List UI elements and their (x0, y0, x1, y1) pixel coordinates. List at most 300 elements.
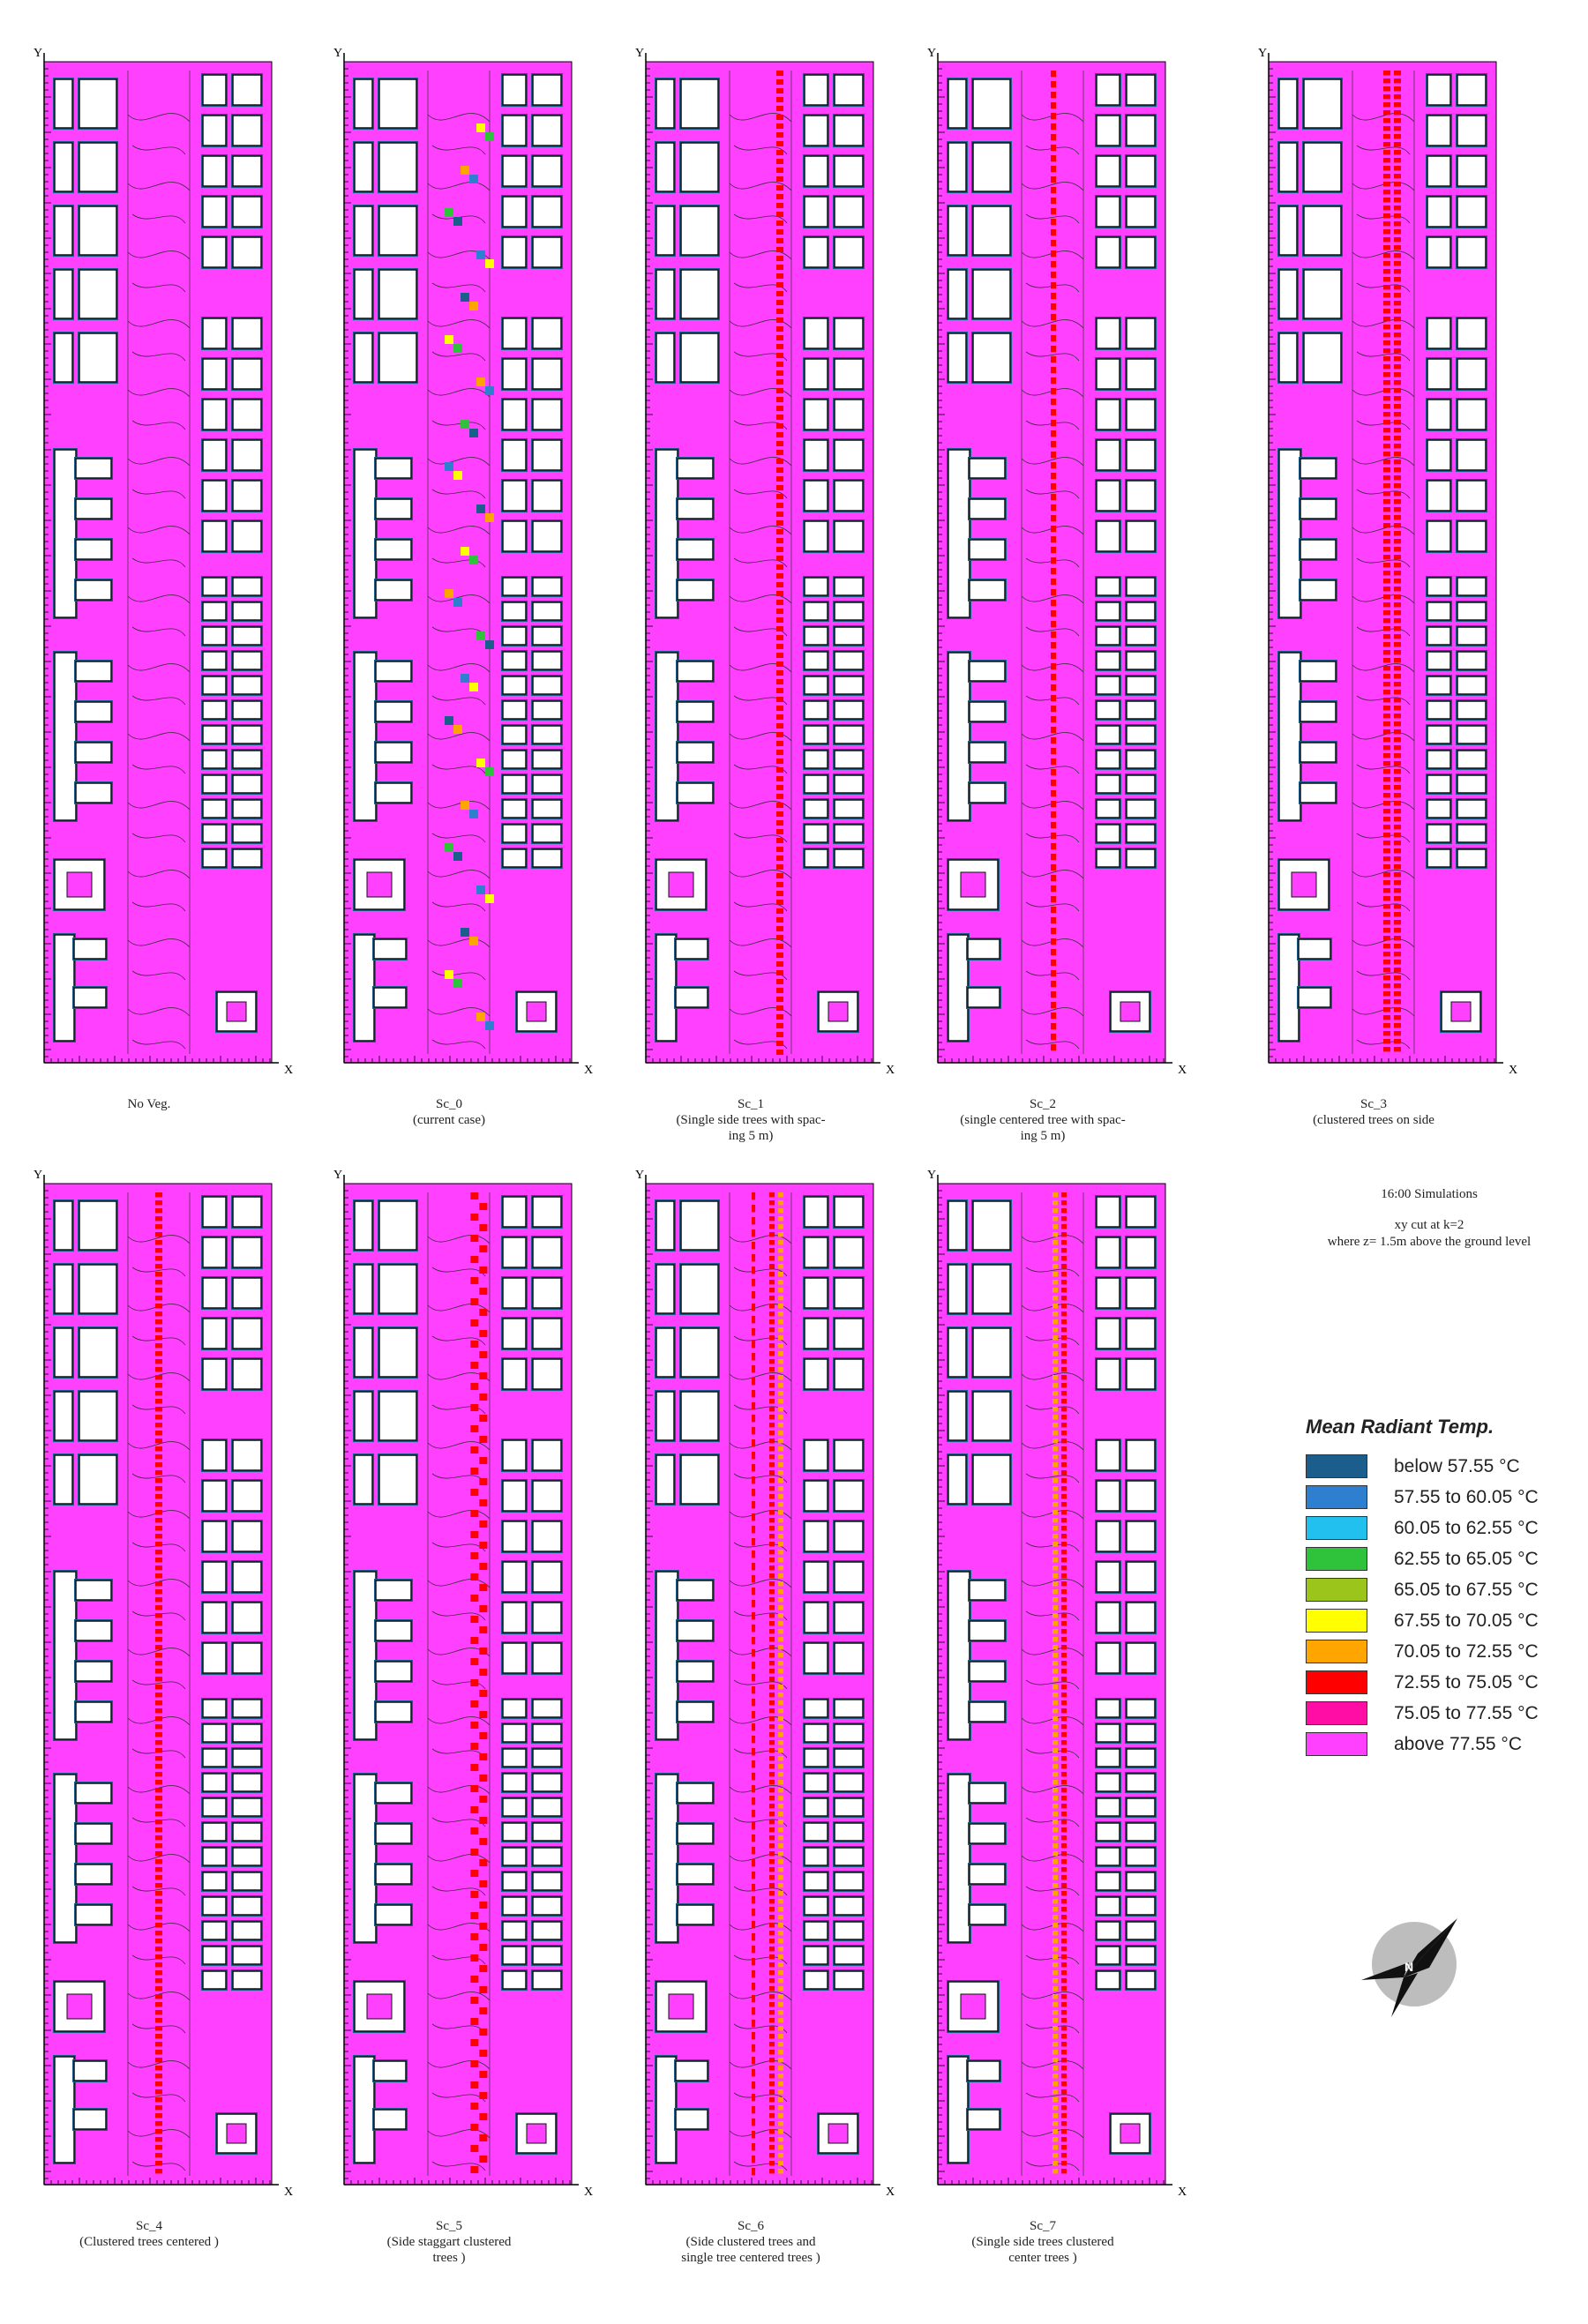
sc5-tree-mark (470, 1573, 478, 1580)
sc4-tree-mark (155, 2145, 162, 2149)
sc6-tree-mark (778, 2058, 783, 2062)
sc5-tree-mark (470, 1425, 478, 1432)
sc4-tree-mark (155, 1629, 162, 1633)
sc6-tree-mark (778, 1192, 783, 1197)
sc6-tree-mark (778, 1494, 783, 1498)
sc3-tree-mark (1383, 928, 1390, 932)
sc3-tree-mark (1383, 475, 1390, 480)
sc7-tree-mark (1052, 1843, 1058, 1848)
sc3-tree-mark (1394, 968, 1401, 972)
sc7-tree-mark (1061, 1708, 1067, 1713)
sc0-tree-mark (445, 462, 453, 471)
sc6-tree-mark (769, 1486, 775, 1491)
sc6-tree-mark (769, 1740, 775, 1745)
sc6-tree-mark (778, 2034, 783, 2038)
sc3-tree-mark (1383, 325, 1390, 329)
sc0-tree-mark (461, 420, 469, 429)
sc6-tree-mark (752, 1983, 755, 1990)
sc6-tree-mark (769, 1550, 775, 1554)
sc1-tree-mark (776, 150, 783, 155)
legend-swatch (1306, 1485, 1367, 1509)
sc6-tree-mark (769, 1685, 775, 1689)
sc1-tree-mark (776, 679, 783, 684)
sc5-tree-mark (479, 1711, 487, 1718)
sc7-tree-mark (1052, 2026, 1058, 2030)
sc6-tree-mark (769, 1351, 775, 1356)
sc4-tree-mark (155, 2050, 162, 2054)
sc3-tree-mark (1394, 809, 1401, 813)
sc4-tree-mark (155, 1288, 162, 1292)
sc7-tree-mark (1052, 1883, 1058, 1887)
sc7-tree-mark (1061, 1335, 1067, 1340)
sc0-tree-mark (445, 716, 453, 725)
sc7-tree-mark (1061, 1248, 1067, 1252)
sc7-tree-mark (1052, 2081, 1058, 2086)
map-sc1 (635, 47, 895, 1077)
sc6-tree-mark (752, 1242, 755, 1249)
sc6-tree-mark (778, 1994, 783, 1999)
sc6-tree-mark (778, 1296, 783, 1300)
sc5-tree-mark (470, 1997, 478, 2004)
sc2-tree-mark (1051, 176, 1056, 183)
sc3-tree-mark (1383, 86, 1390, 91)
sc6-tree-mark (769, 1216, 775, 1221)
sc5-tree-mark (479, 1902, 487, 1909)
legend-swatch (1306, 1609, 1367, 1633)
sc7-tree-mark (1061, 1431, 1067, 1435)
sc4-tree-mark (155, 1843, 162, 1848)
sc6-tree-mark (778, 1796, 783, 1800)
sc3-tree-mark (1383, 833, 1390, 837)
sc4-tree-mark (155, 1272, 162, 1276)
sc6-tree-mark (769, 1391, 775, 1395)
sc2-tree-mark (1051, 737, 1056, 744)
sc2-tree-mark (1051, 155, 1056, 161)
sc5-tree-mark (479, 1436, 487, 1443)
sc7-tree-mark (1061, 1288, 1067, 1292)
sc6-tree-mark (769, 1756, 775, 1760)
sc3-tree-mark (1394, 253, 1401, 258)
sc6-tree-mark (769, 1661, 775, 1665)
sc5-tree-mark (470, 1489, 478, 1496)
sc6-tree-mark (769, 1224, 775, 1229)
sc6-tree-mark (778, 2097, 783, 2102)
sc6-tree-mark (778, 2089, 783, 2094)
sc7-tree-mark (1052, 1764, 1058, 1768)
sc3-tree-mark (1383, 261, 1390, 265)
sc3-tree-mark (1383, 729, 1390, 734)
sc7-tree-mark (1061, 1748, 1067, 1752)
sc3-tree-mark (1394, 960, 1401, 964)
sc7-tree-mark (1061, 1669, 1067, 1673)
sc3-tree-mark (1394, 1031, 1401, 1035)
sc2-tree-mark (1051, 430, 1056, 437)
sc0-tree-mark (461, 293, 469, 302)
sc7-tree-mark (1052, 1875, 1058, 1879)
sc2-tree-mark (1051, 822, 1056, 828)
sc3-tree-mark (1383, 904, 1390, 908)
sc2-tree-mark (1051, 272, 1056, 278)
sc6-tree-mark (752, 1711, 755, 1718)
sc5-tree-mark (470, 1806, 478, 1813)
sc3-tree-mark (1383, 666, 1390, 670)
sc5-tree-mark (479, 1351, 487, 1358)
sc7-tree-mark (1052, 1581, 1058, 1586)
sc7-tree-mark (1052, 2097, 1058, 2102)
sc1-tree-mark (776, 688, 783, 693)
sc1-tree-mark (776, 432, 783, 437)
sc6-tree-mark (752, 1723, 755, 1730)
sc7-tree-mark (1061, 1224, 1067, 1229)
sc2-x-axis-label: X (1178, 1064, 1187, 1077)
sc7-tree-mark (1052, 1415, 1058, 1419)
sc7-tree-mark (1052, 1804, 1058, 1808)
sc5-tree-mark (479, 2092, 487, 2099)
sc6-tree-mark (778, 1732, 783, 1737)
sc1-tree-mark (776, 123, 783, 129)
sc7-tree-mark (1052, 1534, 1058, 1538)
sc6-tree-mark (769, 2153, 775, 2157)
sc5-tree-mark (479, 1923, 487, 1930)
sc1-tree-mark (776, 379, 783, 385)
sc4-tree-mark (155, 1581, 162, 1586)
legend-label: 72.55 to 75.05 °C (1394, 1671, 1539, 1693)
sc7-tree-mark (1052, 1510, 1058, 1514)
sc6-tree-mark (769, 1494, 775, 1498)
sc6-tree-mark (752, 1921, 755, 1928)
panel-sc3 (1258, 47, 1518, 1077)
sc6-tree-mark (778, 2018, 783, 2022)
sc2-tree-mark (1051, 229, 1056, 235)
sc7-tree-mark (1052, 2169, 1058, 2173)
sc6-tree-mark (778, 1550, 783, 1554)
sc2-tree-mark (1051, 610, 1056, 616)
sc3-tree-mark (1394, 682, 1401, 686)
sc6-tree-mark (769, 1629, 775, 1633)
sc7-tree-mark (1061, 2105, 1067, 2110)
sc6-tree-mark (752, 1909, 755, 1916)
sc1-tree-mark (776, 582, 783, 587)
sc7-tree-mark (1052, 1812, 1058, 1816)
north-label: N (1404, 1960, 1414, 1974)
sc2-tree-mark (1051, 970, 1056, 976)
sc6-tree-mark (778, 1224, 783, 1229)
sc3-tree-mark (1394, 594, 1401, 599)
sc6-tree-mark (769, 1645, 775, 1649)
sc6-tree-mark (769, 1573, 775, 1578)
sc1-tree-mark (776, 653, 783, 658)
sc4-tree-mark (155, 1796, 162, 1800)
map-sc6 (635, 1169, 895, 2199)
sc3-tree-mark (1383, 944, 1390, 948)
legend-label: above 77.55 °C (1394, 1733, 1523, 1754)
legend-swatch (1306, 1640, 1367, 1663)
sc5-tree-mark (470, 1722, 478, 1729)
sc6-tree-mark (778, 1708, 783, 1713)
sc0-tree-mark (485, 386, 494, 395)
sc7-tree-mark (1061, 1939, 1067, 1943)
sc7-tree-mark (1052, 1383, 1058, 1387)
sc1-tree-mark (776, 229, 783, 235)
sc7-tree-mark (1052, 1573, 1058, 1578)
sc5-tree-mark (470, 1976, 478, 1983)
sc3-tree-mark (1394, 420, 1401, 424)
sc6-tree-mark (778, 2074, 783, 2078)
simulation-time: 16:00 Simulations (1381, 1187, 1478, 1201)
sc3-tree-mark (1383, 626, 1390, 631)
sc3-tree-mark (1383, 142, 1390, 146)
sc3-tree-mark (1394, 110, 1401, 115)
sc5-tree-mark (479, 1605, 487, 1612)
sc2-tree-mark (1051, 568, 1056, 574)
sc1-tree-mark (776, 794, 783, 799)
sc3-tree-mark (1394, 436, 1401, 440)
sc7-tree-mark (1061, 2034, 1067, 2038)
sc6-tree-mark (752, 1674, 755, 1681)
sc7-tree-mark (1061, 2121, 1067, 2126)
sc7-tree-mark (1052, 1502, 1058, 1506)
sc1-tree-mark (776, 79, 783, 85)
sc6-tree-mark (752, 1489, 755, 1496)
sc6-tree-mark (778, 1812, 783, 1816)
sc6-tree-mark (769, 1446, 775, 1451)
sc1-tree-mark (776, 71, 783, 76)
sc7-tree-mark (1052, 1438, 1058, 1443)
sc6-tree-mark (769, 1693, 775, 1697)
sc3-tree-mark (1383, 507, 1390, 512)
sc2-tree-mark (1051, 960, 1056, 966)
sc6-tree-mark (778, 1724, 783, 1729)
sc4-tree-mark (155, 1304, 162, 1308)
sc7-tree-mark (1061, 1438, 1067, 1443)
sc1-tree-mark (776, 388, 783, 393)
sc0-tree-mark (476, 886, 485, 894)
sc7-tree-mark (1052, 1724, 1058, 1729)
sc7-tree-mark (1061, 1986, 1067, 1991)
sc3-tree-mark (1394, 356, 1401, 361)
sc2-tree-mark (1051, 409, 1056, 415)
sc6-tree-mark (778, 1391, 783, 1395)
sc5-tree-mark (470, 1679, 478, 1686)
sc3-tree-mark (1383, 587, 1390, 591)
legend-swatch (1306, 1732, 1367, 1756)
sc4-tree-mark (155, 1780, 162, 1784)
sc1-tree-mark (776, 741, 783, 746)
sc2-tree-mark (1051, 949, 1056, 955)
sc2-tree-mark (1051, 441, 1056, 447)
sc2-tree-mark (1051, 833, 1056, 839)
sc6-tree-mark (778, 1208, 783, 1213)
sc1-tree-mark (776, 362, 783, 367)
sc7-tree-mark (1061, 1518, 1067, 1522)
sc6-tree-mark (769, 1542, 775, 1546)
sc4-tree-mark (155, 1518, 162, 1522)
sc6-tree-mark (778, 1502, 783, 1506)
sc7-tree-mark (1052, 1327, 1058, 1332)
sc5-tree-mark (479, 1267, 487, 1274)
sc1-tree-mark (776, 926, 783, 931)
sc2-tree-mark (1051, 346, 1056, 352)
sc0-tree-mark (476, 123, 485, 132)
sc7-tree-mark (1061, 1923, 1067, 1927)
sc7-tree-mark (1052, 1740, 1058, 1745)
sc6-tree-mark (752, 2032, 755, 2039)
sc6-tree-mark (752, 1785, 755, 1792)
sc4-tree-mark (155, 2010, 162, 2014)
sc6-tree-mark (778, 1605, 783, 1610)
sc1-tree-mark (776, 1014, 783, 1020)
sc3-tree-mark (1383, 94, 1390, 99)
sc7-tree-mark (1061, 1970, 1067, 1975)
sc3-tree-mark (1383, 491, 1390, 496)
sc4-tree-mark (155, 1677, 162, 1681)
sc6-tree-mark (752, 1600, 755, 1607)
sc7-tree-mark (1061, 1843, 1067, 1848)
sc3-tree-mark (1383, 706, 1390, 710)
sc7-tree-mark (1061, 1978, 1067, 1983)
sc6-tree-mark (769, 1613, 775, 1618)
sc1-tree-mark (776, 882, 783, 887)
sc7-tree-mark (1061, 1573, 1067, 1578)
sc6-tree-mark (769, 1899, 775, 1903)
sc1-x-axis-label: X (886, 1064, 895, 1077)
sc2-tree-mark (1051, 483, 1056, 489)
sc6-tree-mark (778, 1907, 783, 1911)
sc3-tree-mark (1383, 690, 1390, 694)
sc2-tree-mark (1051, 1023, 1056, 1029)
sc5-tree-mark (479, 1796, 487, 1803)
sc1-tree-mark (776, 829, 783, 834)
sc0-tree-mark (453, 471, 462, 480)
sc3-tree-mark (1383, 118, 1390, 123)
sc0-tree-mark (453, 979, 462, 988)
sc6-tree-mark (778, 2026, 783, 2030)
sc1-tree-mark (776, 547, 783, 552)
sc6-tree-mark (778, 2010, 783, 2014)
sc7-tree-mark (1052, 1494, 1058, 1498)
sc4-tree-mark (155, 1891, 162, 1895)
sc1-tree-mark (776, 856, 783, 861)
sc1-tree-mark (776, 476, 783, 482)
sc7-tree-mark (1061, 1693, 1067, 1697)
sc3-tree-mark (1394, 325, 1401, 329)
sc3-tree-mark (1383, 618, 1390, 623)
sc2-tree-mark (1051, 600, 1056, 606)
sc4-tree-mark (155, 1550, 162, 1554)
sc7-tree-mark (1061, 1256, 1067, 1260)
sc3-tree-mark (1394, 523, 1401, 527)
sc2-tree-mark (1051, 547, 1056, 553)
sc3-tree-mark (1394, 769, 1401, 773)
sc4-tree-mark (155, 2089, 162, 2094)
sc3-tree-mark (1394, 952, 1401, 956)
sc6-tree-mark (769, 1438, 775, 1443)
sc1-tree-mark (776, 714, 783, 720)
sc6-tree-mark (778, 1343, 783, 1348)
sc2-tree-mark (1051, 621, 1056, 627)
legend-item (1306, 1605, 1570, 1636)
sc7-tree-mark (1061, 1566, 1067, 1570)
sc7-tree-mark (1052, 1716, 1058, 1721)
sc2-tree-mark (1051, 1044, 1056, 1050)
sc6-tree-mark (752, 1995, 755, 2002)
sc3-tree-mark (1394, 666, 1401, 670)
sc7-tree-mark (1061, 1589, 1067, 1594)
sc6-tree-mark (769, 1375, 775, 1379)
sc3-tree-mark (1394, 714, 1401, 718)
sc3-tree-mark (1383, 888, 1390, 893)
sc3-tree-mark (1394, 475, 1401, 480)
sc7-tree-mark (1052, 2050, 1058, 2054)
sc6-tree-mark (778, 1510, 783, 1514)
sc5-tree-mark (470, 1319, 478, 1326)
sc6-tree-mark (769, 1502, 775, 1506)
sc5-tree-mark (470, 1214, 478, 1221)
legend-label: 60.05 to 62.55 °C (1394, 1517, 1539, 1538)
sc3-tree-mark (1383, 793, 1390, 797)
sc1-tree-mark (776, 300, 783, 305)
sc1-tree-mark (776, 785, 783, 790)
sc4-tree-mark (155, 1526, 162, 1530)
sc7-tree-mark (1052, 1939, 1058, 1943)
sc7-tree-mark (1052, 1367, 1058, 1371)
sc6-tree-mark (778, 1304, 783, 1308)
sc1-tree-mark (776, 1041, 783, 1046)
sc6-tree-mark (778, 1947, 783, 1951)
sc7-tree-mark (1061, 2018, 1067, 2022)
sc6-tree-mark (752, 1933, 755, 1940)
sc1-tree-mark (776, 88, 783, 93)
sc4-tree-mark (155, 1613, 162, 1618)
sc3-tree-mark (1383, 634, 1390, 639)
sc1-tree-mark (776, 670, 783, 676)
sc6-tree-mark (752, 1526, 755, 1533)
sc7-tree-mark (1061, 1597, 1067, 1602)
sc4-tree-mark (155, 1534, 162, 1538)
sc7-tree-mark (1061, 1962, 1067, 1967)
sc5-tree-mark (470, 2103, 478, 2110)
sc7-tree-mark (1061, 1653, 1067, 1657)
panel-sc6 (635, 1169, 895, 2199)
simulation-note (1288, 1186, 1570, 1251)
sc4-tree-mark (155, 1423, 162, 1427)
sc4-tree-mark (155, 2018, 162, 2022)
legend-label: below 57.55 °C (1394, 1455, 1520, 1476)
sc4-tree-mark (155, 1240, 162, 1244)
sc6-tree-mark (752, 1402, 755, 1409)
sc2-tree-mark (1051, 642, 1056, 648)
sc2-tree-mark (1051, 748, 1056, 754)
sc3-tree-mark (1394, 452, 1401, 456)
sc7-tree-mark (1052, 1661, 1058, 1665)
sc4-tree-mark (155, 1835, 162, 1840)
sc7-tree-mark (1061, 1272, 1067, 1276)
sc7-tree-mark (1061, 1772, 1067, 1776)
sc2-tree-mark (1051, 579, 1056, 585)
sc7-tree-mark (1061, 2010, 1067, 2014)
sc3-tree-mark (1394, 698, 1401, 702)
sc6-tree-mark (778, 1700, 783, 1705)
sc0-tree-mark (476, 758, 485, 767)
sc6-tree-mark (769, 1240, 775, 1244)
sc3-tree-mark (1383, 253, 1390, 258)
sc3-tree-mark (1394, 205, 1401, 210)
sc3-tree-mark (1394, 936, 1401, 940)
sc2-tree-mark (1051, 663, 1056, 669)
sc3-tree-mark (1394, 872, 1401, 877)
sc4-tree-mark (155, 1875, 162, 1879)
sc3-tree-mark (1394, 555, 1401, 559)
